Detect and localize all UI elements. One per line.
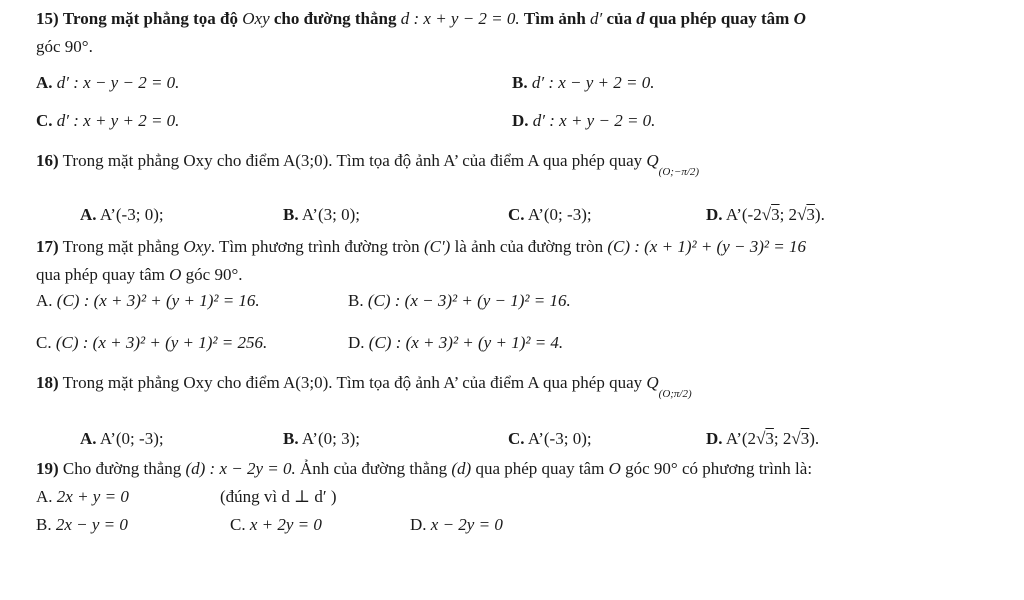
q15-stem-line1: 15) Trong mặt phẳng tọa độ Oxy cho đường thẳng d : x + y − 2 = 0. Tìm ảnh d′ của d qua phép quay tâm O xyxy=(36,9,806,28)
sqrt-icon: √ xyxy=(756,429,766,448)
q16-stem: 16) Trong mặt phẳng Oxy cho điểm A(3;0). Tìm tọa độ ảnh A’ của điểm A qua phép quay $Q_{(O;-\pi/2)}$ xyxy=(36,151,700,178)
sqrt-icon: √ xyxy=(791,429,801,448)
q16-option-d: D. A’(-2√3; 2√3). xyxy=(706,205,825,224)
q17-option-d: D. (C) : (x + 3)² + (y + 1)² = 4. xyxy=(348,333,564,352)
q15-option-a: A. d′ : x − y − 2 = 0. xyxy=(36,73,180,92)
q16-option-c: C. A’(0; -3); xyxy=(508,205,592,224)
q19-line-equation: (d) : x − 2y = 0. xyxy=(185,459,296,478)
q19-option-a: A. 2x + y = 0 xyxy=(36,487,129,506)
q18-rotation-subscript: (O;π/2) xyxy=(658,388,692,400)
q18-option-a: A. A’(0; -3); xyxy=(80,429,164,448)
q16-number: 16) xyxy=(36,151,59,170)
q17-option-c: C. (C) : (x + 3)² + (y + 1)² = 256. xyxy=(36,333,268,352)
q19-answer-note: (đúng vì d ⊥ d′ ) xyxy=(220,487,337,506)
q17-option-a: A. (C) : (x + 3)² + (y + 1)² = 16. xyxy=(36,291,260,310)
q15-number: 15) xyxy=(36,9,59,28)
q15-stem-line2: góc 90°. xyxy=(36,37,93,56)
q18-stem: 18) Trong mặt phẳng Oxy cho điểm A(3;0). Tìm tọa độ ảnh A’ của điểm A qua phép quay $Q_{(O;\pi/2)}$ xyxy=(36,373,692,400)
q19-option-c: C. x + 2y = 0 xyxy=(230,515,322,534)
q19-number: 19) xyxy=(36,459,59,478)
q17-stem-line1: 17) Trong mặt phẳng Oxy. Tìm phương trình đường tròn (C′) là ảnh của đường tròn (C) : (x + 1)² + (y − 3)² = 16 xyxy=(36,237,806,256)
q17-circle-equation: (C) : (x + 1)² + (y − 3)² = 16 xyxy=(607,237,806,256)
q16-option-a: A. A’(-3; 0); xyxy=(80,205,164,224)
q19-stem: 19) Cho đường thẳng (d) : x − 2y = 0. Ảnh của đường thẳng (d) qua phép quay tâm O góc 90° có phương trình là: xyxy=(36,459,813,478)
q17-number: 17) xyxy=(36,237,59,256)
q19-option-d: D. x − 2y = 0 xyxy=(410,515,503,534)
q17-option-b: B. (C) : (x − 3)² + (y − 1)² = 16. xyxy=(348,291,571,310)
q15-line-equation: d : x + y − 2 = 0. xyxy=(400,9,520,28)
q15-option-c: C. d′ : x + y + 2 = 0. xyxy=(36,111,180,130)
sqrt-icon: √ xyxy=(797,205,807,224)
q16-option-b: B. A’(3; 0); xyxy=(283,205,360,224)
q18-option-d: D. A’(2√3; 2√3). xyxy=(706,429,820,448)
q16-rotation-subscript: (O;−π/2) xyxy=(658,166,700,178)
q19-option-b: B. 2x − y = 0 xyxy=(36,515,128,534)
sqrt-icon: √ xyxy=(761,205,772,224)
q18-option-b: B. A’(0; 3); xyxy=(283,429,360,448)
q18-option-c: C. A’(-3; 0); xyxy=(508,429,592,448)
q15-option-d: D. d′ : x + y − 2 = 0. xyxy=(512,111,656,130)
q15-option-b: B. d′ : x − y + 2 = 0. xyxy=(512,73,655,92)
q17-stem-line2: qua phép quay tâm O góc 90°. xyxy=(36,265,243,284)
q18-number: 18) xyxy=(36,373,59,392)
